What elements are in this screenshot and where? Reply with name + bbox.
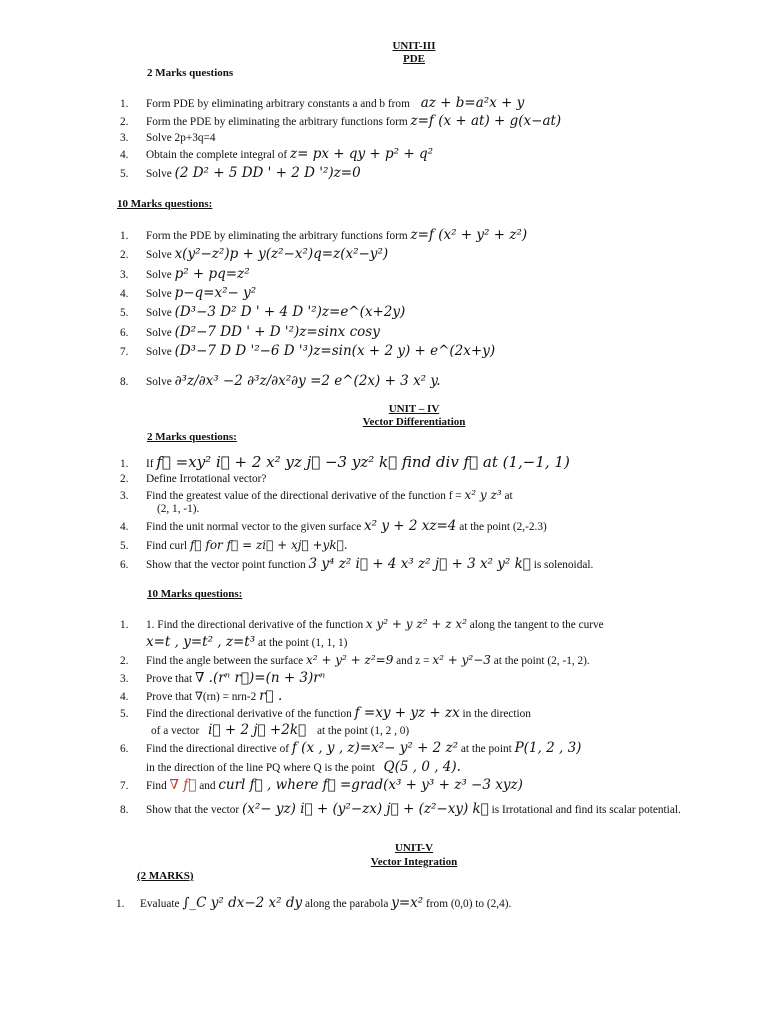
equation: f⃗ for f⃗ = zi⃗ + xj⃗ +yk⃗. [189,538,348,552]
u4-2m-q2: 2. Define Irrotational vector? [120,473,267,485]
unit3-2marks-heading: 2 Marks questions [147,67,234,79]
equation: x=t , y=t² , z=t³ [146,634,256,650]
u3-2m-q5: 5. Solve (2 D² + 5 DD ' + 2 D '²)z=0 [120,165,361,181]
equation: r⃗ . [259,688,283,704]
unit4-2marks-heading: 2 Marks questions: [147,431,237,443]
u4-10m-q4: 4. Prove that ∇(rn) = nrn-2 r⃗ . [120,688,283,704]
u3-10m-q1: 1. Form the PDE by eliminating the arbitrary functions form z=f (x² + y² + z²) [120,227,528,243]
u4-2m-q3-cont: (2, 1, -1). [157,503,200,515]
equation: f⃗ =xy² i⃗ + 2 x² yz j⃗ −3 yz² k⃗ find div f⃗ at (1,−1, 1) [156,453,570,471]
equation: x² + y² + z²=9 [305,653,394,667]
u4-10m-q6: 6. Find the directional directive of f (x , y , z)=x²− y² + 2 z² at the point P(1, 2 , 3) [120,740,582,756]
u3-10m-q3: 3. Solve p² + pq=z² [120,266,250,282]
u3-2m-q1: 1. Form PDE by eliminating arbitrary constants a and b from az + b=a²x + y [120,95,525,111]
unit4-title: UNIT – IV [388,403,440,415]
u3-10m-q6: 6. Solve (D²−7 DD ' + D '²)z=sinx cosy [120,324,380,340]
equation: i⃗ + 2 j⃗ +2k⃗ [208,722,307,738]
unit3-title: UNIT-III [392,40,436,52]
u3-10m-q8: 8. Solve ∂³z/∂x³ −2 ∂³z/∂x²∂y =2 e^(2x) + 3 x² y. [120,373,441,389]
equation: x² y z³ [464,488,502,502]
u4-2m-q3: 3. Find the greatest value of the directional derivative of the function f = x² y z³ at [120,488,513,502]
u4-2m-q1: 1. If f⃗ =xy² i⃗ + 2 x² yz j⃗ −3 yz² k⃗ find div f⃗ at (1,−1, 1) [120,453,570,471]
u3-2m-q3: 3. Solve 2p+3q=4 [120,132,216,144]
u4-10m-q3: 3. Prove that ∇ .(rⁿ r⃗)=(n + 3)rⁿ [120,670,326,686]
u4-2m-q5: 5. Find curl f⃗ for f⃗ = zi⃗ + xj⃗ +yk⃗. [120,538,348,552]
equation: ∫_C y² dx−2 x² dy [182,895,303,911]
equation: p² + pq=z² [174,266,250,282]
equation: f (x , y , z)=x²− y² + 2 z² [291,740,459,756]
u4-10m-q1-cont: x=t , y=t² , z=t³ at the point (1, 1, 1) [146,634,348,650]
equation: (D³−3 D² D ' + 4 D '²)z=e^(x+2y) [174,304,406,320]
equation: z=f (x + at) + g(x−at) [410,113,562,129]
equation: ∇ f⃗ [169,777,197,793]
u4-10m-q5-cont: of a vector i⃗ + 2 j⃗ +2k⃗ at the point (1, 2 , 0) [151,722,410,738]
unit3-10marks-heading: 10 Marks questions: [117,198,213,210]
unit4-10marks-heading: 10 Marks questions: [147,588,243,600]
equation: 3 y⁴ z² i⃗ + 4 x³ z² j⃗ + 3 x² y² k⃗ [308,556,531,572]
u3-2m-q4: 4. Obtain the complete integral of z= px + qy + p² + q² [120,146,434,162]
equation: az + b=a²x + y [420,95,525,111]
equation: x² + y²−3 [432,653,491,667]
equation: x(y²−z²)p + y(z²−x²)q=z(x²−y²) [174,246,389,262]
equation: z=f (x² + y² + z²) [410,227,528,243]
equation: Q(5 , 0 , 4). [383,759,461,775]
unit5-subtitle: Vector Integration [370,856,458,868]
u4-2m-q6: 6. Show that the vector point function 3 y⁴ z² i⃗ + 4 x³ z² j⃗ + 3 x² y² k⃗ is solenoidal. [120,556,594,572]
equation: (D²−7 DD ' + D '²)z=sinx cosy [174,324,380,340]
unit4-subtitle: Vector Differentiation [362,416,466,428]
equation: ∇ .(rⁿ r⃗)=(n + 3)rⁿ [194,670,326,686]
equation: y=x² [391,895,424,911]
unit5-title: UNIT-V [394,842,434,854]
u3-2m-q2: 2. Form the PDE by eliminating the arbitrary functions form z=f (x + at) + g(x−at) [120,113,562,129]
u3-10m-q4: 4. Solve p−q=x²− y² [120,285,257,301]
u4-2m-q4: 4. Find the unit normal vector to the given surface x² y + 2 xz=4 at the point (2,-2.3) [120,518,547,534]
u3-10m-q7: 7. Solve (D³−7 D D '²−6 D '³)z=sin(x + 2 y) + e^(2x+y) [120,343,496,359]
equation: ∂³z/∂x³ −2 ∂³z/∂x²∂y =2 e^(2x) + 3 x² y. [174,373,441,389]
equation: curl f⃗ , where f⃗ =grad(x³ + y³ + z³ −3 xyz) [218,777,523,793]
unit3-subtitle: PDE [403,53,425,65]
u5-2m-q1: 1. Evaluate ∫_C y² dx−2 x² dy along the parabola y=x² from (0,0) to (2,4). [116,895,512,911]
equation: f =xy + yz + zx [354,705,460,721]
u3-10m-q2: 2. Solve x(y²−z²)p + y(z²−x²)q=z(x²−y²) [120,246,389,262]
equation: x² y + 2 xz=4 [364,518,457,534]
equation: (D³−7 D D '²−6 D '³)z=sin(x + 2 y) + e^(2x+y) [174,343,496,359]
equation: (x²− yz) i⃗ + (y²−zx) j⃗ + (z²−xy) k⃗ [242,801,489,817]
equation: (2 D² + 5 DD ' + 2 D '²)z=0 [174,165,361,181]
u4-10m-q2: 2. Find the angle between the surface x² + y² + z²=9 and z = x² + y²−3 at the point (2, -1, 2). [120,653,590,667]
equation: x y² + y z² + z x² [365,617,467,631]
equation: P(1, 2 , 3) [514,740,582,756]
equation: z= px + qy + p² + q² [290,146,434,162]
u4-10m-q6-cont: in the direction of the line PQ where Q is the point Q(5 , 0 , 4). [146,759,461,775]
u4-10m-q8: 8. Show that the vector (x²− yz) i⃗ + (y²−zx) j⃗ + (z²−xy) k⃗ is Irrotational and find its scalar potential. [120,801,681,817]
unit5-2marks-heading: (2 MARKS) [137,870,194,882]
u4-10m-q1: 1. 1. Find the directional derivative of the function x y² + y z² + z x² along the tangent to the curve [120,617,604,631]
u4-10m-q7: 7. Find ∇ f⃗ and curl f⃗ , where f⃗ =grad(x³ + y³ + z³ −3 xyz) [120,777,523,793]
u3-10m-q5: 5. Solve (D³−3 D² D ' + 4 D '²)z=e^(x+2y) [120,304,406,320]
u4-10m-q5: 5. Find the directional derivative of the function f =xy + yz + zx in the direction [120,705,531,721]
equation: p−q=x²− y² [174,285,257,301]
